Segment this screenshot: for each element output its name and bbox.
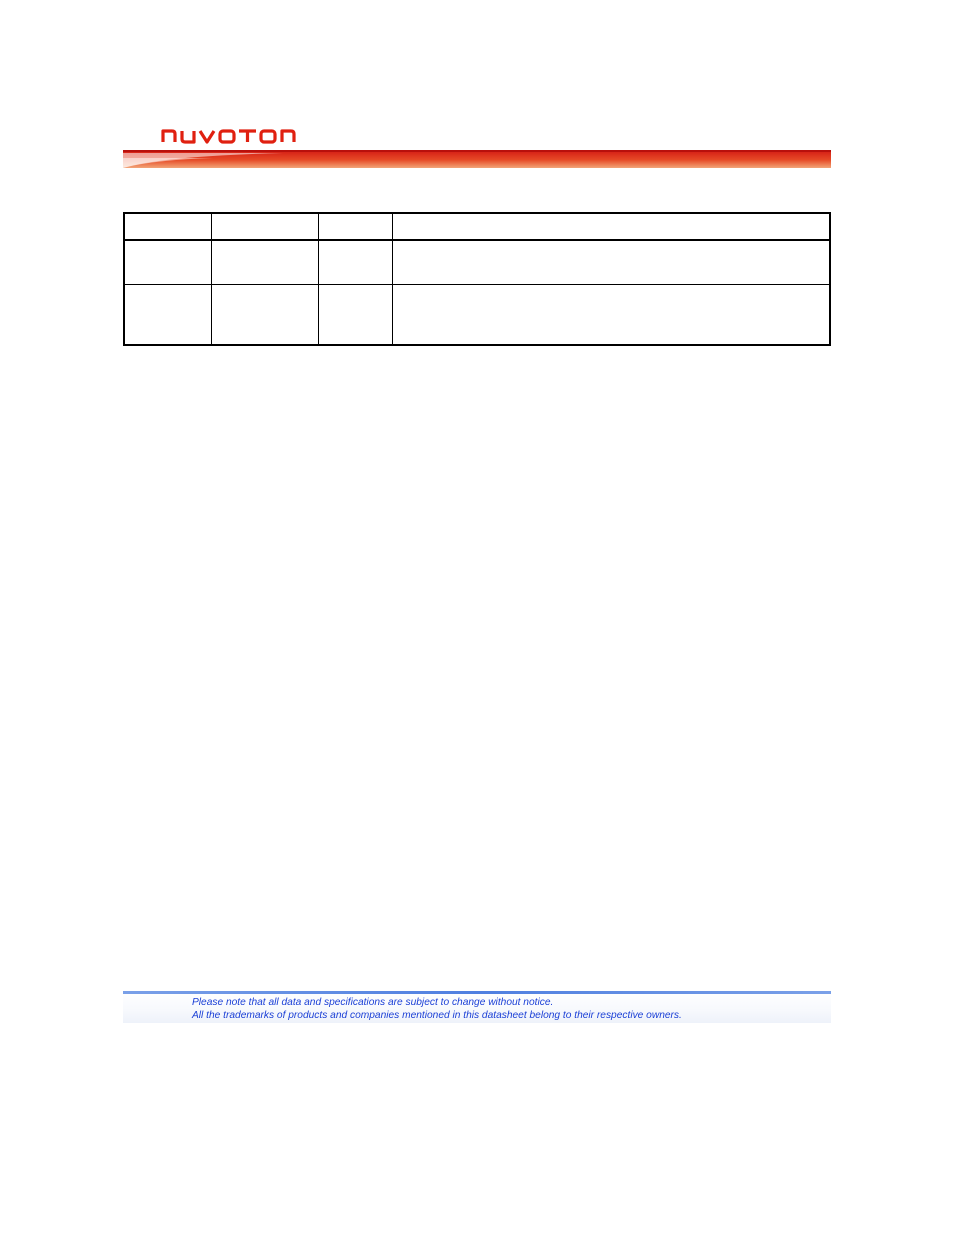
- nuvoton-logo: [160, 120, 330, 150]
- footer-note-line-1: Please note that all data and specifications are subject to change without notice.: [192, 997, 554, 1008]
- table-cell: [319, 213, 393, 240]
- table-cell: [393, 240, 831, 285]
- table-row: [124, 284, 830, 345]
- table-row: [124, 240, 830, 285]
- header-band: [123, 148, 831, 168]
- table-cell: [124, 284, 212, 345]
- footer-divider: [123, 991, 831, 994]
- table-row: [124, 213, 830, 240]
- table-cell: [212, 284, 319, 345]
- footer-disclaimer: [192, 997, 682, 1022]
- table-cell: [212, 240, 319, 285]
- table-cell: [393, 284, 831, 345]
- table-cell: [124, 240, 212, 285]
- table-cell: [212, 213, 319, 240]
- table-cell: [319, 240, 393, 285]
- table-cell: [319, 284, 393, 345]
- table-cell: [124, 213, 212, 240]
- revision-table: [123, 212, 831, 346]
- footer-note-line-2: All the trademarks of products and companies mentioned in this datasheet belong to their respective owners.: [192, 1009, 682, 1021]
- table-cell: [393, 213, 831, 240]
